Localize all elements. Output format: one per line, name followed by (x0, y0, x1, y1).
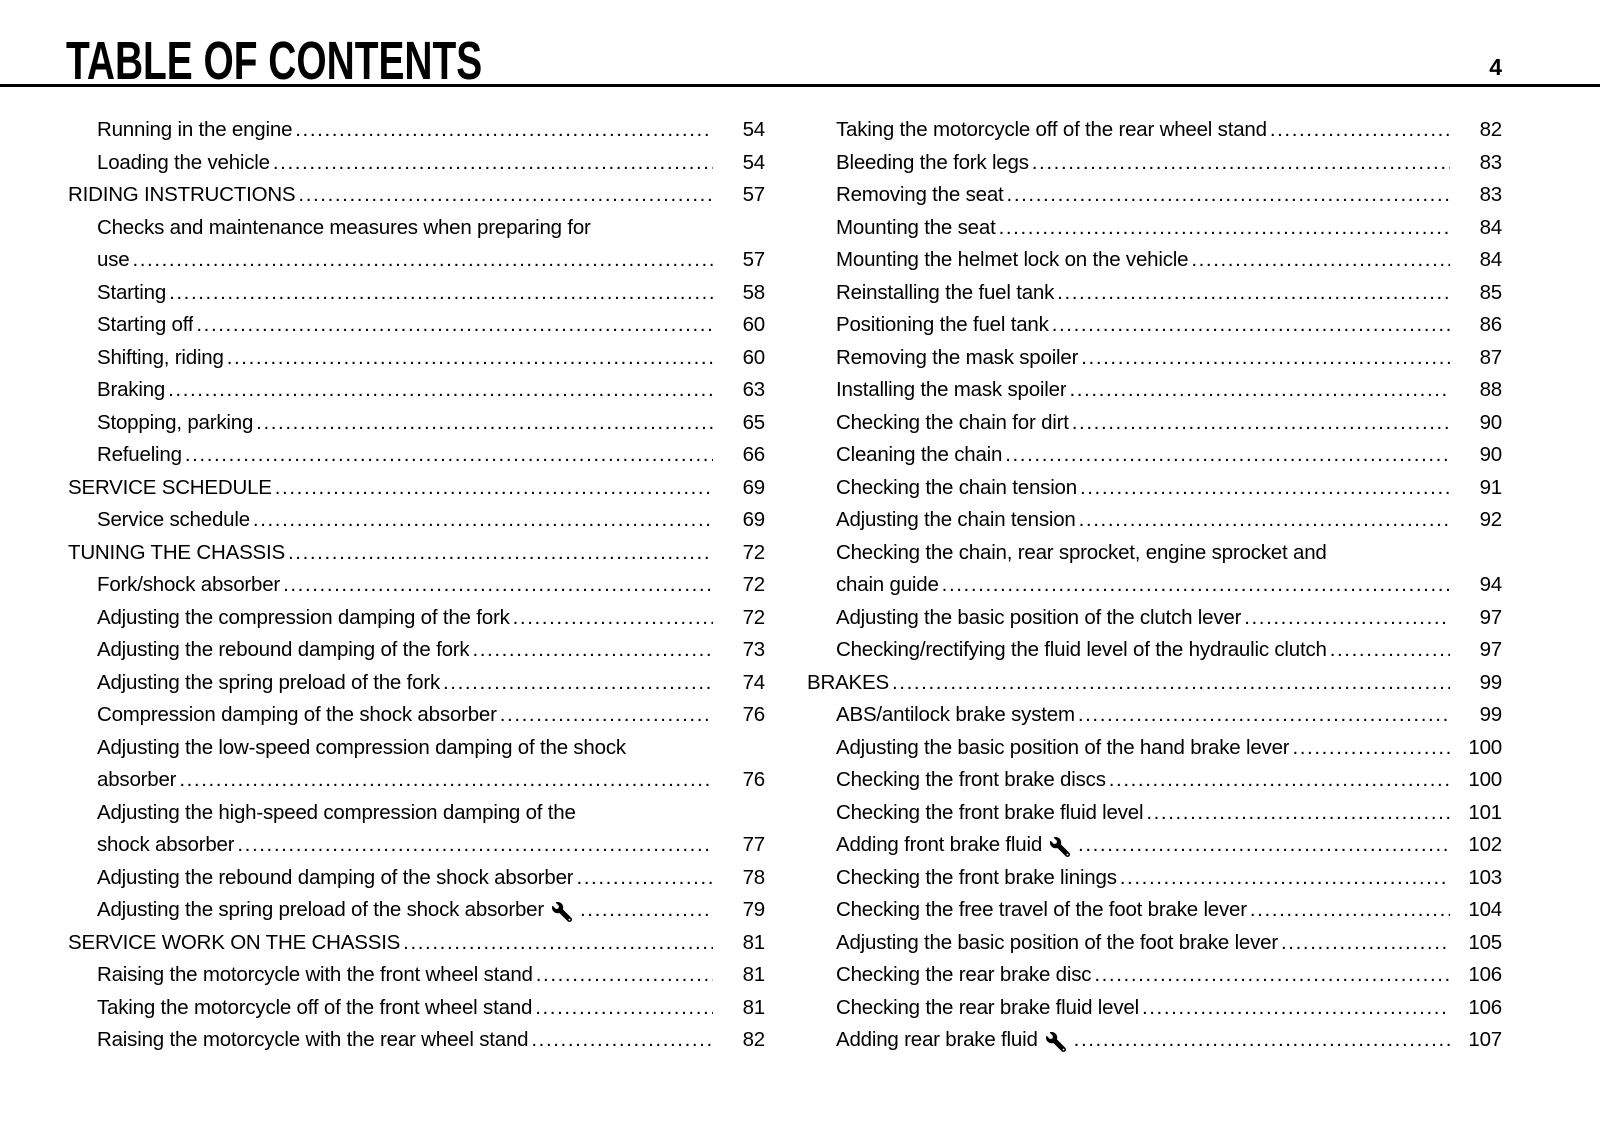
toc-entry (807, 277, 1502, 310)
toc-entry-line (68, 732, 765, 765)
toc-entry-page: 72 (742, 573, 765, 596)
dot-leader (292, 114, 713, 147)
toc-entry-page: 66 (742, 443, 765, 466)
toc-entry-line (68, 667, 765, 700)
toc-entry-line (807, 374, 1502, 407)
toc-entry-label: Braking (97, 378, 166, 401)
page-number: 4 (1489, 54, 1502, 80)
toc-entry-line (68, 407, 765, 440)
toc-entry-label: Taking the motorcycle off of the rear wheel stand (836, 118, 1267, 141)
toc-entry (807, 699, 1502, 732)
toc-entry-label: SERVICE SCHEDULE (68, 475, 272, 499)
dot-leader (272, 472, 713, 505)
toc-entry (807, 407, 1502, 440)
toc-entry-label: chain guide (836, 573, 939, 596)
toc-entry-label: RIDING INSTRUCTIONS (68, 183, 296, 206)
dot-leader (440, 667, 713, 700)
toc-entry-page: 74 (742, 670, 765, 694)
toc-entry-label: Adjusting the chain tension (836, 508, 1076, 531)
toc-entry-label: Adjusting the low-speed compression damping of the shock (97, 735, 626, 759)
toc-entry-line (68, 439, 765, 472)
dot-leader (1054, 277, 1450, 310)
dot-leader (1049, 309, 1450, 342)
toc-entry-label: Raising the motorcycle with the front wheel stand (97, 963, 533, 986)
toc-entry-page: 81 (742, 995, 765, 1019)
toc-entry-label: Adjusting the rebound damping of the shock absorber (97, 865, 574, 889)
dot-leader (532, 992, 713, 1025)
toc-entry (807, 147, 1502, 180)
toc-entry (68, 472, 765, 505)
wrench-icon (1050, 837, 1070, 857)
toc-entry (807, 374, 1502, 407)
toc-entry (807, 862, 1502, 895)
toc-entry-label: Adding front brake fluid (836, 833, 1043, 856)
dot-leader (1069, 407, 1450, 440)
dot-leader (1327, 634, 1450, 667)
toc-entry-line (68, 797, 765, 830)
toc-entry-page: 107 (1468, 1028, 1502, 1051)
dot-leader (129, 244, 713, 277)
toc-entry (68, 699, 765, 732)
toc-entry-page: 94 (1479, 573, 1502, 596)
toc-entry-line (68, 472, 765, 505)
toc-entry-line (68, 569, 765, 602)
toc-entry (68, 992, 765, 1025)
toc-entry-page: 84 (1479, 215, 1502, 239)
toc-entry (807, 1024, 1502, 1057)
toc-entry (807, 439, 1502, 472)
toc-entry-label: Checking the chain tension (836, 475, 1077, 499)
toc-entry-page: 100 (1468, 735, 1502, 759)
toc-entry (807, 504, 1502, 537)
toc-entry (68, 602, 765, 635)
toc-entry-line (807, 829, 1502, 862)
toc-entry (807, 602, 1502, 635)
toc-entry-line (807, 309, 1502, 342)
toc-entry (68, 407, 765, 440)
toc-entry-page: 76 (742, 703, 765, 726)
toc-entry-line (807, 439, 1502, 472)
dot-leader (889, 667, 1450, 700)
toc-entry (68, 147, 765, 180)
dot-leader (1066, 374, 1450, 407)
toc-column-right (807, 114, 1502, 1057)
toc-entry (807, 309, 1502, 342)
dot-leader (224, 342, 713, 375)
toc-entry-label: Adjusting the spring preload of the fork (97, 670, 440, 694)
toc-entry-label: Running in the engine (97, 118, 293, 141)
toc-entry-page: 88 (1479, 378, 1502, 401)
toc-entry-label: Checking/rectifying the fluid level of the hydraulic clutch (836, 638, 1327, 661)
toc-entry-line (807, 634, 1502, 667)
toc-entry-page: 57 (742, 248, 765, 271)
toc-entry-label: Shifting, riding (97, 345, 224, 369)
dot-leader (400, 927, 713, 960)
toc-entry-label: Checking the rear brake fluid level (836, 995, 1139, 1019)
toc-entry-line (807, 602, 1502, 635)
dot-leader (1075, 829, 1450, 862)
dot-leader (1188, 244, 1450, 277)
toc-entry-label: Compression damping of the shock absorber (97, 703, 497, 726)
toc-entry-page: 86 (1479, 313, 1502, 336)
dot-leader (295, 179, 713, 212)
toc-entry (68, 667, 765, 700)
toc-entry-line (807, 179, 1502, 212)
toc-entry-line (807, 862, 1502, 895)
toc-entry-line (68, 277, 765, 310)
toc-entry-page: 69 (742, 475, 765, 499)
toc-entry-page: 82 (1479, 118, 1502, 141)
dot-leader (533, 959, 713, 992)
toc-entry (68, 342, 765, 375)
toc-entry (68, 927, 765, 960)
toc-entry-line (68, 179, 765, 212)
toc-entry (68, 374, 765, 407)
toc-entry-label: Checking the front brake fluid level (836, 800, 1144, 824)
toc-entry-line (68, 147, 765, 180)
dot-leader (1267, 114, 1450, 147)
toc-entry-label: Adjusting the basic position of the hand brake lever (836, 735, 1290, 759)
toc-entry-label: shock absorber (97, 833, 235, 856)
wrench-icon (552, 902, 572, 922)
toc-entry-line (68, 927, 765, 960)
toc-entry-page: 97 (1479, 638, 1502, 661)
dot-leader (1241, 602, 1450, 635)
toc-entry-page: 65 (742, 410, 765, 434)
toc-entry-label: SERVICE WORK ON THE CHASSIS (68, 930, 401, 954)
toc-entry-label: Stopping, parking (97, 410, 254, 434)
toc-entry (807, 114, 1502, 147)
toc-entry (68, 439, 765, 472)
toc-entry-line (807, 114, 1502, 147)
toc-entry (68, 277, 765, 310)
toc-entry-page: 87 (1479, 345, 1502, 369)
toc-entry-page: 90 (1479, 410, 1502, 434)
toc-entry (807, 829, 1502, 862)
toc-entry-label: Starting (97, 280, 167, 304)
toc-entry-label: Checking the rear brake disc (836, 963, 1092, 986)
toc-entry-label: Positioning the fuel tank (836, 313, 1049, 336)
dot-leader (510, 602, 713, 635)
toc-entry (68, 504, 765, 537)
dot-leader (573, 862, 713, 895)
dot-leader (1004, 179, 1450, 212)
dot-leader (1075, 699, 1450, 732)
toc-entry-line (807, 1024, 1502, 1057)
toc-entry (68, 179, 765, 212)
dot-leader (1091, 959, 1450, 992)
toc-entry-line (68, 862, 765, 895)
toc-entry-label: Adjusting the basic position of the clutch lever (836, 605, 1242, 629)
toc-entry-page: 102 (1468, 833, 1502, 856)
toc-entry-page: 78 (742, 865, 765, 889)
toc-entry-page: 85 (1479, 280, 1502, 304)
dot-leader (182, 439, 713, 472)
toc-entry-label: Fork/shock absorber (97, 573, 281, 596)
toc-entry-line (68, 764, 765, 797)
toc-entry-label: Checking the front brake discs (836, 768, 1106, 791)
toc-entry-page: 63 (742, 378, 765, 401)
toc-entry-line (807, 407, 1502, 440)
toc-entry-label: Adding rear brake fluid (836, 1028, 1038, 1051)
toc-entry-line (807, 959, 1502, 992)
toc-entry-label: Mounting the helmet lock on the vehicle (836, 248, 1189, 271)
toc-entry-line (68, 374, 765, 407)
toc-entry-page: 81 (742, 963, 765, 986)
toc-entry-page: 72 (742, 605, 765, 629)
toc-entry-label: Starting off (97, 313, 194, 336)
toc-entry (807, 797, 1502, 830)
dot-leader (528, 1024, 713, 1057)
toc-entry-line (807, 797, 1502, 830)
toc-entry-line (807, 244, 1502, 277)
toc-entry-label: Removing the mask spoiler (836, 345, 1079, 369)
toc-entry (68, 634, 765, 667)
toc-entry (68, 1024, 765, 1057)
toc-entry-label: Loading the vehicle (97, 150, 270, 174)
toc-entry-label: Reinstalling the fuel tank (836, 280, 1055, 304)
toc-entry-page: 60 (742, 313, 765, 336)
toc-entry-page: 83 (1479, 150, 1502, 174)
toc-entry-page: 103 (1468, 865, 1502, 889)
toc-entry-page: 105 (1468, 930, 1502, 954)
toc-entry-page: 72 (742, 540, 765, 564)
toc-entry-label: use (97, 248, 130, 271)
dot-leader (234, 829, 713, 862)
dot-leader (193, 309, 713, 342)
dot-leader (166, 277, 713, 310)
dot-leader (1077, 472, 1450, 505)
toc-entry-page: 84 (1479, 248, 1502, 271)
toc-entry-page: 76 (742, 768, 765, 791)
toc-entry-page: 57 (742, 183, 765, 206)
toc-entry-page: 81 (742, 930, 765, 954)
toc-entry-label: Adjusting the spring preload of the shock absorber (97, 898, 544, 921)
toc-entry (68, 212, 765, 277)
dot-leader (253, 407, 713, 440)
toc-entry-line (68, 992, 765, 1025)
toc-entry-label: Adjusting the rebound damping of the fork (97, 638, 470, 661)
toc-entry-label: Taking the motorcycle off of the front wheel stand (97, 995, 533, 1019)
toc-entry-label: ABS/antilock brake system (836, 703, 1075, 726)
toc-entry-line (807, 732, 1502, 765)
toc-entry (807, 212, 1502, 245)
toc-columns (68, 114, 1502, 1057)
toc-entry-page: 60 (742, 345, 765, 369)
toc-entry-page: 106 (1468, 995, 1502, 1019)
toc-entry-line (68, 114, 765, 147)
toc-entry-label: Refueling (97, 443, 182, 466)
dot-leader (176, 764, 713, 797)
toc-entry (807, 959, 1502, 992)
toc-entry-page: 77 (742, 833, 765, 856)
toc-entry-page: 73 (742, 638, 765, 661)
toc-entry-line (807, 667, 1502, 700)
toc-column-left (68, 114, 765, 1057)
toc-entry-line (807, 699, 1502, 732)
toc-entry (807, 537, 1502, 602)
toc-entry-page: 79 (742, 898, 765, 921)
toc-entry-line (68, 829, 765, 862)
toc-entry-page: 106 (1468, 963, 1502, 986)
toc-entry-line (68, 342, 765, 375)
dot-leader (1002, 439, 1450, 472)
toc-entry (68, 894, 765, 927)
toc-entry-line (68, 894, 765, 927)
dot-leader (270, 147, 713, 180)
toc-entry (807, 179, 1502, 212)
wrench-icon (1046, 1032, 1066, 1052)
toc-entry-page: 90 (1479, 443, 1502, 466)
toc-entry (68, 114, 765, 147)
toc-entry (807, 244, 1502, 277)
dot-leader (1247, 894, 1450, 927)
toc-entry (807, 634, 1502, 667)
dot-leader (1029, 147, 1450, 180)
toc-entry-line (68, 699, 765, 732)
toc-entry-page: 54 (742, 118, 765, 141)
toc-entry-line (807, 927, 1502, 960)
toc-entry-label: TUNING THE CHASSIS (68, 540, 285, 564)
toc-entry-label: Mounting the seat (836, 215, 996, 239)
toc-entry-page: 97 (1479, 605, 1502, 629)
toc-entry-label: Adjusting the high-speed compression damping of the (97, 800, 576, 824)
toc-entry (68, 537, 765, 570)
toc-entry-label: Checking the chain, rear sprocket, engine sprocket and (836, 540, 1327, 564)
toc-entry-page: 100 (1468, 768, 1502, 791)
toc-entry-label: Cleaning the chain (836, 443, 1003, 466)
toc-entry-label: Bleeding the fork legs (836, 150, 1029, 174)
toc-entry-line (807, 504, 1502, 537)
toc-entry-line (807, 569, 1502, 602)
toc-entry-page: 91 (1479, 475, 1502, 499)
toc-entry-label: Installing the mask spoiler (836, 378, 1067, 401)
toc-entry-label: Checking the chain for dirt (836, 410, 1069, 434)
toc-entry-label: Checking the free travel of the foot brake lever (836, 898, 1247, 921)
dot-leader (1278, 927, 1450, 960)
toc-entry (807, 992, 1502, 1025)
toc-entry-page: 99 (1479, 703, 1502, 726)
toc-entry-page: 83 (1479, 183, 1502, 206)
toc-entry (68, 569, 765, 602)
toc-entry-line (68, 537, 765, 570)
page-title: TABLE OF CONTENTS (66, 31, 483, 91)
toc-entry (807, 927, 1502, 960)
dot-leader (165, 374, 713, 407)
toc-entry (68, 797, 765, 862)
dot-leader (285, 537, 713, 570)
toc-entry-page: 58 (742, 280, 765, 304)
toc-entry (807, 764, 1502, 797)
toc-entry (68, 959, 765, 992)
toc-entry-line (807, 764, 1502, 797)
toc-entry-page: 69 (742, 508, 765, 531)
dot-leader (469, 634, 713, 667)
dot-leader (1076, 504, 1450, 537)
dot-leader (1139, 992, 1450, 1025)
toc-entry (807, 732, 1502, 765)
toc-entry-line (807, 147, 1502, 180)
dot-leader (577, 894, 713, 927)
toc-entry-label: absorber (97, 768, 177, 791)
toc-entry-label: Checking the front brake linings (836, 865, 1117, 889)
dot-leader (1106, 764, 1450, 797)
dot-leader (250, 504, 713, 537)
toc-entry-page: 92 (1479, 508, 1502, 531)
toc-entry-label: Raising the motorcycle with the rear wheel stand (97, 1028, 529, 1051)
toc-entry-line (807, 472, 1502, 505)
toc-entry-line (807, 277, 1502, 310)
toc-entry (68, 862, 765, 895)
toc-entry-page: 99 (1479, 670, 1502, 694)
toc-entry-line (807, 894, 1502, 927)
toc-entry-page: 54 (742, 150, 765, 174)
dot-leader (1078, 342, 1450, 375)
dot-leader (1289, 732, 1450, 765)
toc-entry-label: Checks and maintenance measures when preparing for (97, 215, 591, 239)
header-rule (0, 84, 1600, 87)
toc-entry-line (807, 212, 1502, 245)
toc-entry-label: Removing the seat (836, 183, 1004, 206)
toc-entry-line (68, 244, 765, 277)
toc-entry-line (807, 992, 1502, 1025)
dot-leader (1071, 1024, 1450, 1057)
dot-leader (280, 569, 713, 602)
toc-entry-line (68, 1024, 765, 1057)
toc-entry-label: Adjusting the compression damping of the fork (97, 605, 510, 629)
toc-entry-page: 101 (1468, 800, 1502, 824)
toc-entry-label: Adjusting the basic position of the foot brake lever (836, 930, 1279, 954)
toc-entry-line (807, 537, 1502, 570)
toc-entry (807, 667, 1502, 700)
toc-entry-line (68, 504, 765, 537)
toc-entry (807, 894, 1502, 927)
toc-entry-line (807, 342, 1502, 375)
toc-entry (68, 309, 765, 342)
toc-entry-label: Service schedule (97, 508, 250, 531)
toc-entry-label: BRAKES (807, 670, 889, 694)
toc-entry-page: 82 (742, 1028, 765, 1051)
dot-leader (939, 569, 1450, 602)
toc-entry-line (68, 959, 765, 992)
toc-entry (807, 472, 1502, 505)
toc-entry-line (68, 212, 765, 245)
dot-leader (1143, 797, 1450, 830)
toc-entry (807, 342, 1502, 375)
dot-leader (497, 699, 713, 732)
toc-entry-line (68, 602, 765, 635)
dot-leader (1117, 862, 1450, 895)
toc-entry (68, 732, 765, 797)
toc-entry-line (68, 634, 765, 667)
toc-entry-line (68, 309, 765, 342)
dot-leader (996, 212, 1450, 245)
toc-entry-page: 104 (1468, 898, 1502, 921)
